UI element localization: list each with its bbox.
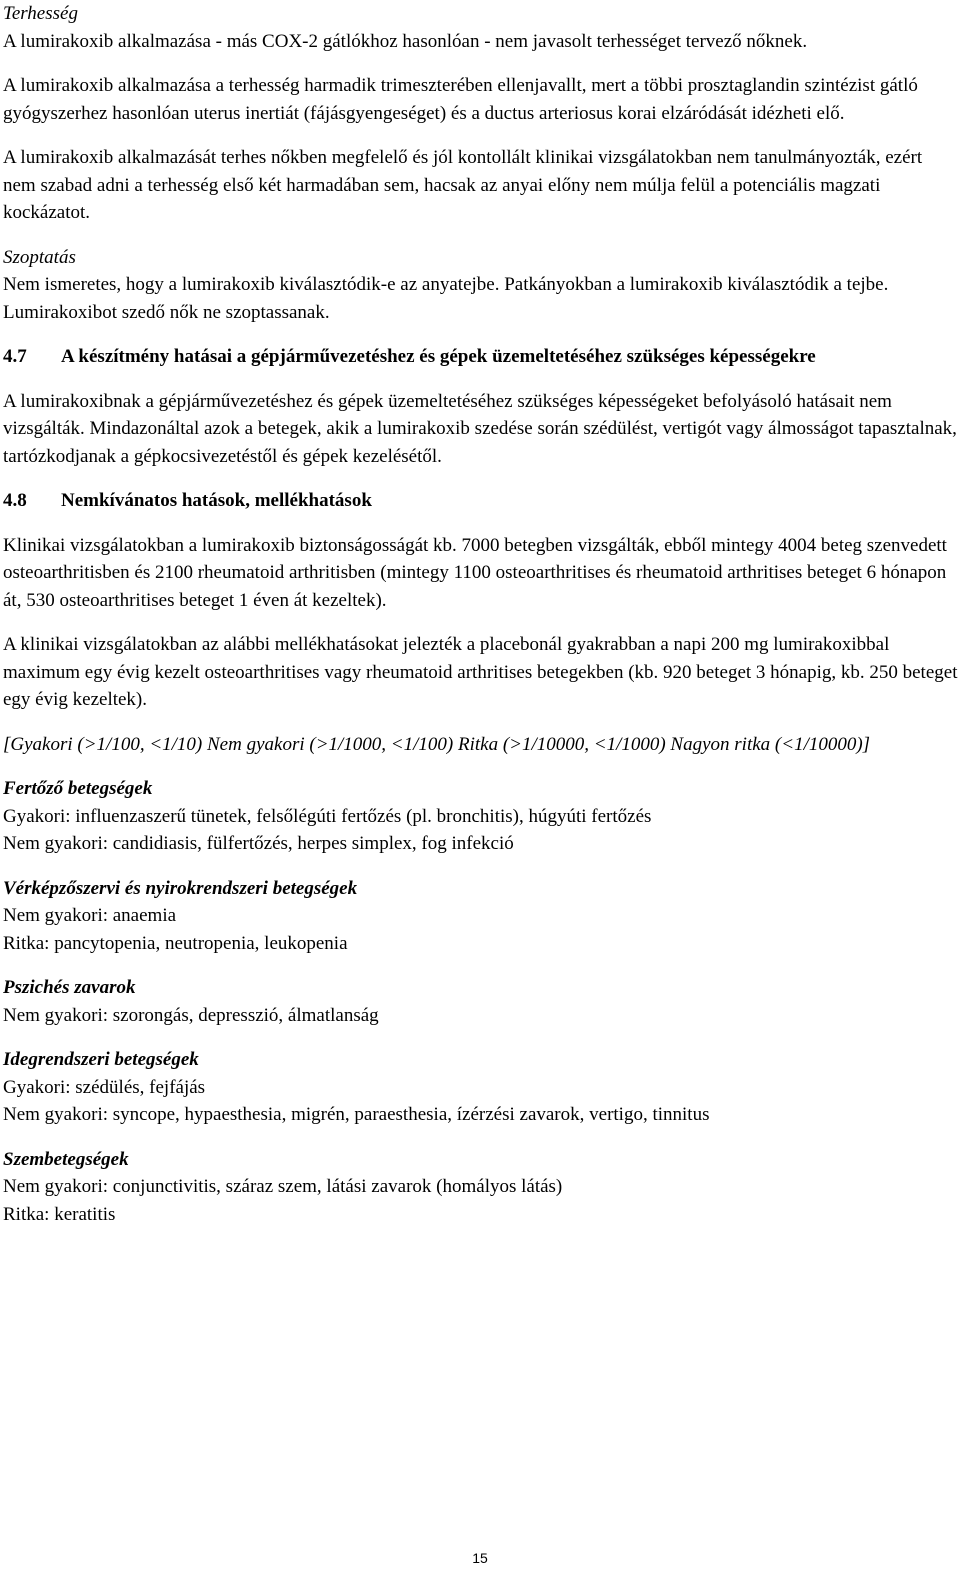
category-line: Nem gyakori: candidiasis, fülfertőzés, herpes simplex, fog infekció — [3, 833, 514, 854]
section-4-7-paragraph: A lumirakoxibnak a gépjárművezetéshez és gépek üzemeltetéséhez szükséges képességeket befolyásoló hatásait nem vizsgálták. Mindazonáltal azok a betegek, akik a lumirakoxib szedése során szédülést, vertigót vagy álmosságot tapasztalnak, tartózkodjanak a gépkocsivezetéstől és gépek kezelésétől. — [3, 390, 957, 467]
category-line: Gyakori: influenzaszerű tünetek, felsőlégúti fertőzés (pl. bronchitis), húgyúti fertőzés — [3, 805, 652, 827]
pregnancy-paragraph-2: A lumirakoxib alkalmazása a terhesség harmadik trimeszterében ellenjavallt, mert a többi prosztaglandin szintézist gátló gyógyszerhez hasonlóan uterus inertiát (fájásgyengeséget) és a ductus arteriosus korai elzáródását idézheti elő. — [3, 75, 918, 124]
section-4-7-number: 4.7 — [3, 346, 27, 367]
section-4-8-title: Nemkívánatos hatások, mellékhatások — [61, 490, 372, 511]
category-line: Nem gyakori: syncope, hypaesthesia, migrén, paraesthesia, ízérzési zavarok, vertigo, tinnitus — [3, 1104, 710, 1125]
section-4-8-paragraph-2: A klinikai vizsgálatokban az alábbi mellékhatásokat jelezték a placebonál gyakrabban a napi 200 mg lumirakoxibbal maximum egy évig kezelt osteoarthritises vagy rheumatoid arthritises betegekben (kb. 920 beteget 3 hónapig, kb. 250 beteget egy évig kezeltek). — [3, 634, 958, 710]
category-title: Fertőző betegségek — [3, 778, 153, 799]
lactation-title: Szoptatás — [3, 246, 76, 268]
category-title: Idegrendszeri betegségek — [3, 1049, 199, 1070]
category-title: Szembetegségek — [3, 1148, 129, 1170]
category-title: Vérképzőszervi és nyirokrendszeri betegségek — [3, 877, 358, 899]
category-line: Nem gyakori: anaemia — [3, 905, 177, 926]
category-line: Nem gyakori: szorongás, depresszió, álmatlanság — [3, 1004, 379, 1026]
section-4-7-title: A készítmény hatásai a gépjárművezetéshez és gépek üzemeltetéséhez szükséges képességekre — [61, 346, 816, 367]
category-blood — [3, 875, 958, 958]
category-infections — [3, 775, 958, 858]
category-nervous-system — [3, 1046, 958, 1129]
category-line: Ritka: keratitis — [3, 1203, 116, 1225]
pregnancy-title: Terhesség — [3, 3, 78, 24]
section-4-7-heading — [3, 343, 958, 371]
category-psychiatric — [3, 974, 958, 1029]
category-line: Ritka: pancytopenia, neutropenia, leukopenia — [3, 932, 348, 954]
pregnancy-paragraph-3: A lumirakoxib alkalmazását terhes nőkben megfelelő és jól kontollált klinikai vizsgálatokban nem tanulmányozták, ezért nem szabad adni a terhesség első két harmadában sem, hacsak az anyai előny nem múlja felül a potenciális magzati kockázatot. — [3, 147, 923, 223]
section-4-8-heading — [3, 487, 958, 515]
section-4-8-number: 4.8 — [3, 490, 27, 511]
category-line: Nem gyakori: conjunctivitis, száraz szem, látási zavarok (homályos látás) — [3, 1176, 563, 1197]
category-title: Pszichés zavarok — [3, 977, 136, 998]
pregnancy-paragraph-1: A lumirakoxib alkalmazása - más COX-2 gátlókhoz hasonlóan - nem javasolt terhességet tervező nőknek. — [3, 30, 808, 52]
category-eye — [3, 1146, 958, 1229]
frequency-note: [Gyakori (>1/100, <1/10) Nem gyakori (>1/1000, <1/100) Ritka (>1/10000, <1/1000) Nagyon ritka (<1/10000)] — [3, 733, 871, 755]
category-line: Gyakori: szédülés, fejfájás — [3, 1076, 206, 1098]
lactation-paragraph: Nem ismeretes, hogy a lumirakoxib kiválasztódik-e az anyatejbe. Patkányokban a lumirakoxib kiválasztódik a tejbe. Lumirakoxibot szedő nők ne szoptassanak. — [3, 274, 889, 323]
page-number: 15 — [472, 1550, 488, 1566]
section-4-8-paragraph-1: Klinikai vizsgálatokban a lumirakoxib biztonságosságát kb. 7000 betegben vizsgálták, ebből mintegy 4004 beteg szenvedett osteoarthritisben és 2100 rheumatoid arthritisben (mintegy 1100 osteoarthritises és rheumatoid arthritises beteget 6 hónapon át, 530 osteoarthritises beteget 1 éven át kezeltek). — [3, 534, 947, 611]
document-page — [3, 0, 958, 1228]
